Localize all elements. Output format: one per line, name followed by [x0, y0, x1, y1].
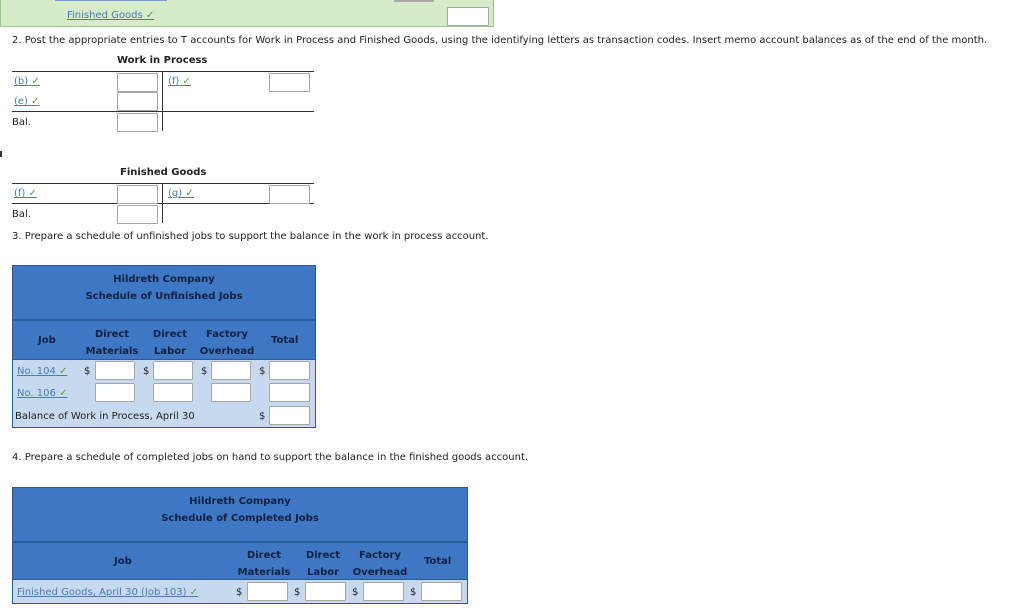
wip-t-top-line	[12, 71, 314, 72]
q3-104-dm-input[interactable]	[95, 361, 135, 380]
wip-debit-e-amount[interactable]	[117, 92, 158, 111]
q3-col-job: Job	[38, 335, 56, 346]
q4-col-total: Total	[424, 556, 452, 567]
q4-col-job: Job	[114, 556, 132, 567]
check-icon: ✓	[28, 188, 37, 199]
q4-company-name: Hildreth Company	[189, 496, 291, 507]
q4-dl-input[interactable]	[305, 582, 346, 601]
q4-total-input[interactable]	[421, 582, 462, 601]
q4-fo-input[interactable]	[363, 582, 404, 601]
top-row-finished-goods-label[interactable]: Finished Goods ✓	[67, 10, 155, 21]
check-icon: ✓	[31, 76, 40, 87]
fg-credit-g-amount[interactable]	[269, 185, 310, 204]
q4-fo-dollar: $	[352, 587, 359, 598]
q3-col-factory-overhead: Factory Overhead	[199, 329, 255, 357]
wip-debit-b-amount[interactable]	[117, 73, 158, 92]
q3-104-dm-dollar: $	[84, 366, 91, 377]
q2-instruction: 2. Post the appropriate entries to T accounts for Work in Process and Finished Goods, using the identifying letters as transaction codes. Insert memo account balances as of the end of the month.	[12, 35, 988, 46]
wip-bal-amount[interactable]	[117, 113, 158, 132]
q4-total-dollar: $	[410, 587, 417, 598]
top-row-divider-right	[394, 0, 434, 2]
fg-t-top-line	[12, 183, 314, 184]
q4-dm-dollar: $	[236, 587, 243, 598]
q3-col-total: Total	[271, 335, 299, 346]
wip-debit-code-b[interactable]: (b) ✓	[14, 76, 40, 87]
check-icon: ✓	[31, 96, 40, 107]
wip-t-account-title: Work in Process	[117, 55, 208, 66]
wip-t-balance-line	[12, 111, 314, 112]
q4-finished-goods-label[interactable]: Finished Goods, April 30 (Job 103) ✓	[17, 587, 199, 598]
wip-t-center-line	[162, 71, 163, 131]
check-icon: ✓	[182, 76, 191, 87]
check-icon: ✓	[185, 188, 194, 199]
q4-instruction: 4. Prepare a schedule of completed jobs on hand to support the balance in the finished goods account.	[12, 452, 529, 463]
fg-bal-amount[interactable]	[117, 205, 158, 224]
q3-instruction: 3. Prepare a schedule of unfinished jobs to support the balance in the work in process account.	[12, 231, 489, 242]
edge-marker	[0, 151, 2, 157]
q4-dm-input[interactable]	[247, 582, 288, 601]
wip-debit-code-e[interactable]: (e) ✓	[14, 96, 40, 107]
completed-jobs-header	[12, 487, 468, 542]
q4-dl-dollar: $	[294, 587, 301, 598]
check-icon: ✓	[59, 388, 68, 399]
check-icon: ✓	[145, 10, 155, 21]
q3-104-fo-dollar: $	[201, 366, 208, 377]
q3-106-fo-input[interactable]	[211, 383, 251, 402]
fg-credit-code-g[interactable]: (g) ✓	[168, 188, 194, 199]
q3-104-total-input[interactable]	[269, 361, 310, 380]
wip-bal-label: Bal.	[12, 117, 31, 128]
unfinished-jobs-header	[12, 265, 316, 320]
q4-col-factory-overhead: Factory Overhead	[352, 550, 408, 578]
q3-col-direct-materials: Direct Materials	[85, 329, 139, 357]
q4-col-direct-materials: Direct Materials	[237, 550, 291, 578]
fg-debit-code-f[interactable]: (f) ✓	[14, 188, 37, 199]
wip-credit-f-amount[interactable]	[269, 73, 310, 92]
q3-job-106-label[interactable]: No. 106 ✓	[17, 388, 68, 399]
q3-106-total-input[interactable]	[269, 383, 310, 402]
q3-106-dl-input[interactable]	[153, 383, 193, 402]
q3-104-dl-dollar: $	[143, 366, 150, 377]
q4-col-direct-labor: Direct Labor	[305, 550, 341, 578]
check-icon: ✓	[59, 366, 68, 377]
fg-t-account-title: Finished Goods	[120, 167, 207, 178]
q3-104-fo-input[interactable]	[211, 361, 251, 380]
top-row-divider	[55, 0, 167, 1]
q3-balance-dollar: $	[259, 411, 266, 422]
check-icon: ✓	[189, 587, 199, 598]
q3-balance-total-input[interactable]	[269, 406, 310, 425]
q4-schedule-title: Schedule of Completed Jobs	[161, 513, 319, 524]
q3-job-104-label[interactable]: No. 104 ✓	[17, 366, 68, 377]
q3-104-total-dollar: $	[259, 366, 266, 377]
top-row-amount-input[interactable]	[447, 7, 489, 26]
q3-company-name: Hildreth Company	[113, 274, 215, 285]
q3-col-direct-labor: Direct Labor	[152, 329, 188, 357]
wip-credit-code-f[interactable]: (f) ✓	[168, 76, 191, 87]
q3-schedule-title: Schedule of Unfinished Jobs	[85, 291, 243, 302]
q3-balance-label: Balance of Work in Process, April 30	[15, 411, 195, 422]
q3-106-dm-input[interactable]	[95, 383, 135, 402]
fg-bal-label: Bal.	[12, 209, 31, 220]
fg-debit-f-amount[interactable]	[117, 185, 158, 204]
q3-104-dl-input[interactable]	[153, 361, 193, 380]
